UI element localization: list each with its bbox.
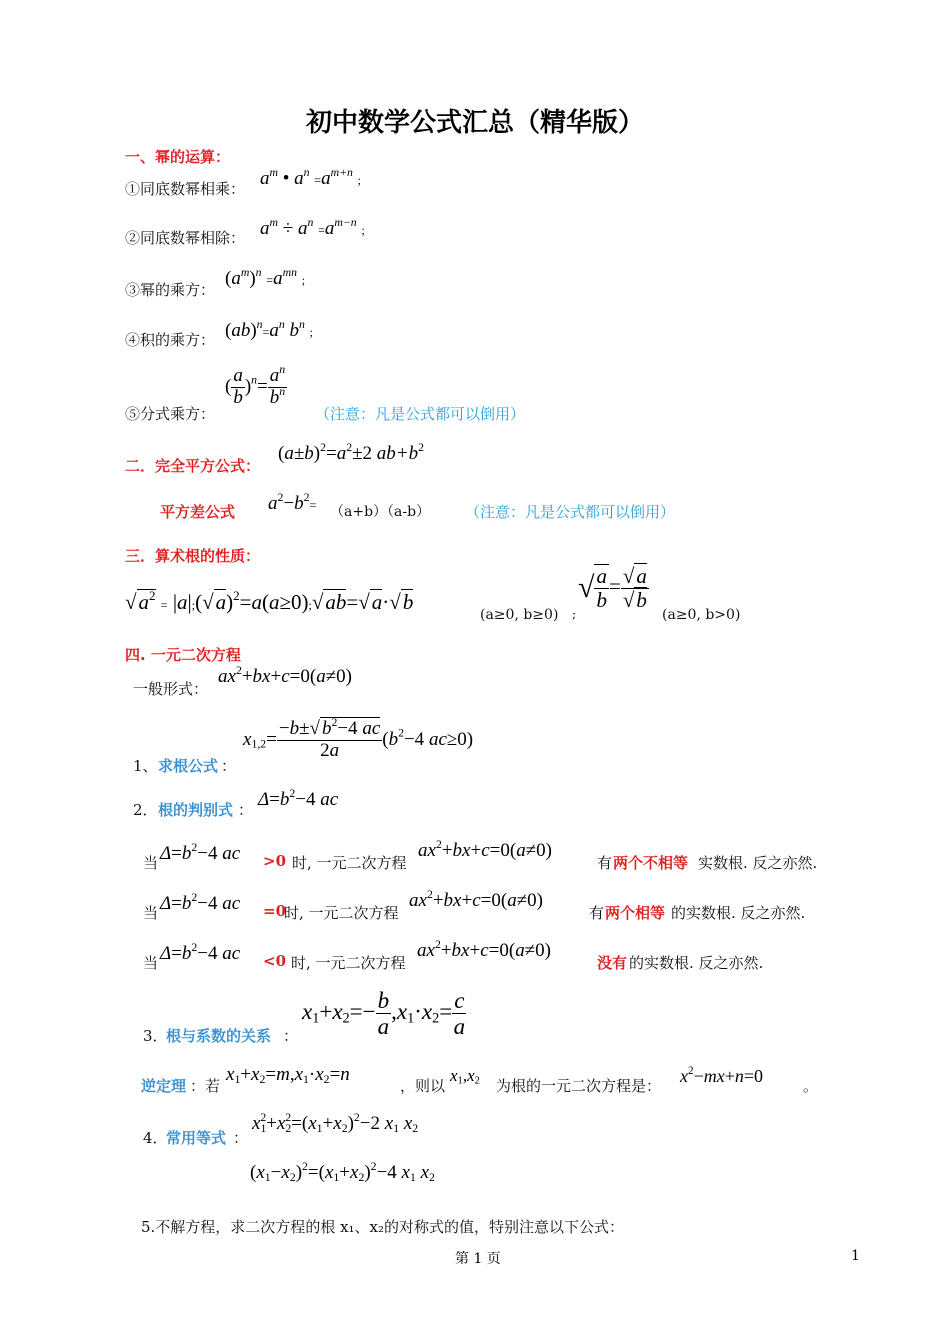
converse-equation: $x^2-mx+n=0$ xyxy=(680,1065,764,1086)
note-invert-2: （注意：凡是公式都可以倒用） xyxy=(465,503,676,521)
root-formula: $x_{1,2}=$ $\frac{-b\pm√ b^2-4 ac}{2a}$ ($b^2-4$ ac≥0) xyxy=(243,715,474,761)
case2-prefix: 当 xyxy=(143,904,159,922)
root-formula-colon: ： xyxy=(221,757,237,775)
root-condition-2: (a≥0, b>0) xyxy=(662,607,741,623)
power-rule-5-formula: ( $\frac{a}{b}$ )$^n$= $\frac{a^n}{b^n}$ xyxy=(225,362,286,408)
difference-of-squares-heading: 平方差公式 xyxy=(160,503,236,521)
vieta-label: 根与系数的关系 xyxy=(166,1027,272,1045)
case1-mid: 时, 一元二次方程 xyxy=(292,854,407,872)
root-condition-1: (a≥0, b≥0) xyxy=(480,607,559,623)
case3-equation: $ax^2+bx+c=0(a\ne 0)$ xyxy=(417,937,551,961)
root-formula-number: 1、 xyxy=(133,757,158,775)
discriminant-colon: ： xyxy=(238,801,254,819)
section-roots-heading: 三．算术根的性质： xyxy=(125,547,261,565)
separator-semicolon: ; xyxy=(572,607,577,621)
case3-prefix: 当 xyxy=(143,954,159,972)
section-perfect-square-heading: 二．完全平方公式： xyxy=(125,457,261,475)
power-rule-3-formula: $(a^m)^n =a^{mn}$ ; xyxy=(225,265,306,289)
section-quadratic-heading: 四. 一元二次方程 xyxy=(125,646,241,664)
power-rule-2-formula: $a^m \div a^n =a^{m-n}$ ; xyxy=(260,215,365,239)
section-powers-heading: 一、幂的运算： xyxy=(125,148,231,166)
case1-you: 有 xyxy=(597,854,613,872)
case1-end: 实数根. 反之亦然. xyxy=(698,854,818,872)
discriminant-label: 根的判别式 xyxy=(158,801,234,819)
difference-of-squares-formula: $a^2-b^2=$ xyxy=(268,490,317,514)
root-properties-formulas: $√a^2$ = $|a|;(√a)^2=a(a\ge 0);√ab=√a\cdot√b$ xyxy=(125,587,414,614)
power-rule-2-label: ②同底数幂相除： xyxy=(125,229,246,247)
case1-discriminant: $\Delta=b^2-4$ ac xyxy=(160,840,241,864)
converse-text-2: ，则以 xyxy=(400,1077,446,1095)
case2-discriminant: $\Delta=b^2-4$ ac xyxy=(160,890,241,914)
identity-label: 常用等式 xyxy=(166,1129,227,1147)
identity-formula-2: $(x_1-x_2)^2=(x_1+x_2)^2-4$ $x_1$ $x_2$ xyxy=(250,1159,435,1184)
identity-colon: ： xyxy=(233,1129,249,1147)
discriminant-formula: $\Delta=b^2-4$ ac xyxy=(258,786,339,810)
converse-text-3: 为根的一元二次方程是： xyxy=(496,1077,662,1095)
power-rule-1-formula: $a^m$ • $a^n =a^{m+n}$ ; xyxy=(260,165,361,189)
converse-end: 。 xyxy=(803,1077,819,1095)
power-rule-4-formula: $(ab)^n=a^n$ $b^n$ ; xyxy=(225,317,313,341)
item-5-text: 5.不解方程，求二次方程的根 x₁、x₂的对称式的值，特别注意以下公式： xyxy=(141,1218,625,1236)
root-quotient-formula: √ $\frac{a}{b}$ = $\frac{√a}{√b}$ xyxy=(578,563,647,613)
case1-equation: $ax^2+bx+c=0(a\ne 0)$ xyxy=(418,837,552,861)
difference-of-squares-rhs: （a+b）（a-b） xyxy=(330,504,431,520)
power-rule-5-label: ⑤分式乘方： xyxy=(125,405,216,423)
case1-sign: >0 xyxy=(263,852,287,870)
perfect-square-formula: $(a\pm b)^2=a^2\pm 2$ $ab+b^2$ xyxy=(278,440,424,464)
vieta-number: 3． xyxy=(143,1027,168,1045)
identity-number: 4． xyxy=(143,1129,168,1147)
case3-sign: <0 xyxy=(263,952,287,970)
case2-equation: $ax^2+bx+c=0(a\ne 0)$ xyxy=(409,887,543,911)
power-rule-3-label: ③幂的乘方： xyxy=(125,281,216,299)
converse-roots: $x_1,x_2$ xyxy=(450,1066,480,1087)
case2-you: 有 xyxy=(589,904,605,922)
case2-sign: =0 xyxy=(263,902,287,920)
discriminant-number: 2． xyxy=(133,801,158,819)
power-rule-4-label: ④积的乘方： xyxy=(125,331,216,349)
case3-bold: 没有 xyxy=(597,954,628,972)
power-rule-1-label: ①同底数幂相乘： xyxy=(125,180,246,198)
case2-bold: 两个相等 xyxy=(605,904,666,922)
root-formula-label: 求根公式 xyxy=(158,757,219,775)
identity-formula-1: $x_1^2+x_2^2=(x_1+x_2)^2-2$ $x_1$ $x_2$ xyxy=(252,1110,419,1135)
case3-end: 的实数根. 反之亦然. xyxy=(629,954,764,972)
footer-page-number: 1 xyxy=(851,1248,860,1264)
converse-label: 逆定理 xyxy=(141,1077,187,1095)
general-form-label: 一般形式： xyxy=(133,680,209,698)
vieta-colon: ： xyxy=(283,1027,299,1045)
footer-page-label: 第 1 页 xyxy=(455,1251,501,1267)
page-title: 初中数学公式汇总（精华版） xyxy=(305,108,644,138)
case1-prefix: 当 xyxy=(143,854,159,872)
case2-mid: 时, 一元二次方程 xyxy=(284,904,399,922)
vieta-formula: $x_1+x_2=-$ $\frac{b}{a}$ $,x_1\cdot x_2=$ $\frac{c}{a}$ xyxy=(302,988,466,1040)
case3-discriminant: $\Delta=b^2-4$ ac xyxy=(160,940,241,964)
general-form-formula: $ax^2+bx+c=0(a\ne 0)$ xyxy=(218,663,352,687)
case2-end: 的实数根. 反之亦然. xyxy=(671,904,806,922)
case3-mid: 时, 一元二次方程 xyxy=(291,954,406,972)
note-invert-1: （注意：凡是公式都可以倒用） xyxy=(315,405,526,423)
case1-bold: 两个不相等 xyxy=(613,854,689,872)
converse-text-1: ：若 xyxy=(190,1077,221,1095)
converse-condition: $x_1+x_2=m,x_1\cdot x_2=n$ xyxy=(226,1064,350,1086)
